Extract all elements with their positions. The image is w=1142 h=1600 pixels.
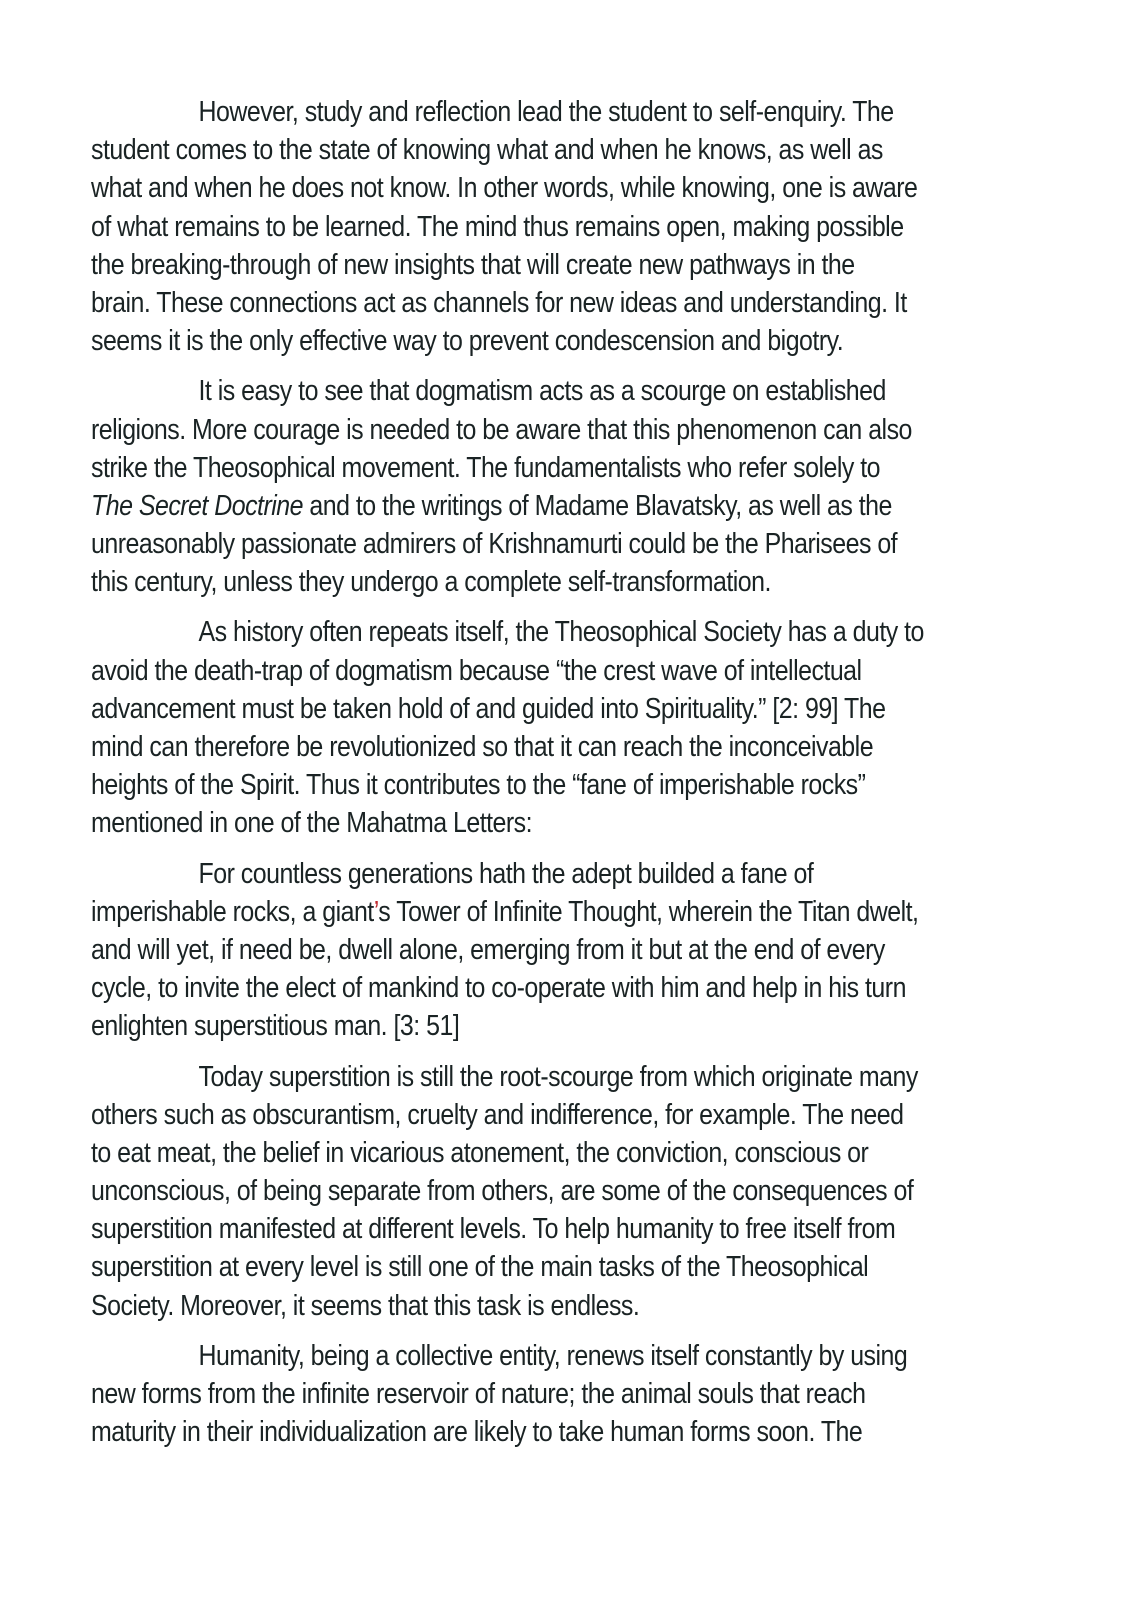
text-line: advancement must be taken hold of and guided into Spirituality.” [2: 99] The (91, 692, 886, 725)
text-line: brain. These connections act as channels for new ideas and understanding. It (91, 286, 907, 319)
text-line: unreasonably passionate admirers of Krishnamurti could be the Pharisees of (91, 528, 898, 561)
text-line: the breaking-through of new insights that will create new pathways in the (91, 248, 855, 281)
text-line: religions. More courage is needed to be aware that this phenomenon can also (91, 413, 912, 446)
text-line: mentioned in one of the Mahatma Letters: (91, 807, 533, 840)
text-line: student comes to the state of knowing what and when he knows, as well as (91, 134, 883, 167)
text-line: maturity in their individualization are likely to take human forms soon. The (91, 1416, 863, 1449)
paragraph-dogmatism (91, 372, 917, 601)
paragraph-superstition (91, 1058, 917, 1325)
block-quote-mahatma-letters (91, 855, 917, 1046)
text-line: For countless generations hath the adept builded a fane of (198, 857, 814, 890)
text-line: mind can therefore be revolutionized so that it can reach the inconceivable (91, 731, 874, 763)
text-line: Humanity, being a collective entity, renews itself constantly by using (198, 1339, 908, 1372)
text-line: avoid the death-trap of dogmatism because “the crest wave of intellectual (91, 654, 862, 687)
text-line: Today superstition is still the root-scourge from which originate many (198, 1060, 918, 1093)
text-line: superstition at every level is still one of the main tasks of the Theosophical (91, 1251, 869, 1284)
text-line: of what remains to be learned. The mind thus remains open, making possible (91, 210, 904, 243)
text-line: strike the Theosophical movement. The fundamentalists who refer solely to (91, 451, 881, 484)
text-line: to eat meat, the belief in vicarious atonement, the conviction, conscious or (91, 1136, 869, 1169)
text-line: superstition manifested at different levels. To help humanity to free itself from (91, 1213, 896, 1246)
text-line: It is easy to see that dogmatism acts as a scourge on established (198, 375, 886, 408)
text-line: enlighten superstitious man. [3: 51] (91, 1010, 460, 1043)
text-fragment: imperishable rocks, a giant (91, 895, 374, 928)
text-line-with-title (91, 487, 917, 525)
text-fragment: s Tower of Infinite Thought, wherein the Titan dwelt, (378, 895, 919, 928)
text-line: and will yet, if need be, dwell alone, emerging from it but at the end of every (91, 933, 885, 966)
book-title: The Secret Doctrine (91, 489, 303, 522)
text-line: this century, unless they undergo a complete self-transformation. (91, 566, 771, 599)
text-line: unconscious, of being separate from others, are some of the consequences of (91, 1175, 914, 1208)
text-line: cycle, to invite the elect of mankind to co-operate with him and help in his turn (91, 972, 906, 1005)
text-line: new forms from the infinite reservoir of nature; the animal souls that reach (91, 1378, 866, 1410)
document-page (91, 93, 924, 1463)
text-line: seems it is the only effective way to prevent condescension and bigotry. (91, 325, 844, 358)
text-line: heights of the Spirit. Thus it contributes to the “fane of imperishable rocks” (91, 769, 866, 802)
text-fragment: and to the writings of Madame Blavatsky, as well as the (309, 489, 892, 522)
text-line: others such as obscurantism, cruelty and indifference, for example. The need (91, 1098, 904, 1131)
text-line: what and when he does not know. In other words, while knowing, one is aware (91, 172, 918, 205)
red-apostrophe: ’ (373, 895, 379, 928)
paragraph-history (91, 613, 924, 842)
text-line: Society. Moreover, it seems that this task is endless. (91, 1289, 640, 1322)
text-line-with-apostrophe (91, 893, 917, 931)
paragraph-humanity (91, 1337, 917, 1452)
text-line: As history often repeats itself, the Theosophical Society has a duty to (198, 616, 924, 649)
paragraph-self-enquiry (91, 93, 917, 360)
text-line: However, study and reflection lead the student to self-enquiry. The (198, 96, 894, 128)
